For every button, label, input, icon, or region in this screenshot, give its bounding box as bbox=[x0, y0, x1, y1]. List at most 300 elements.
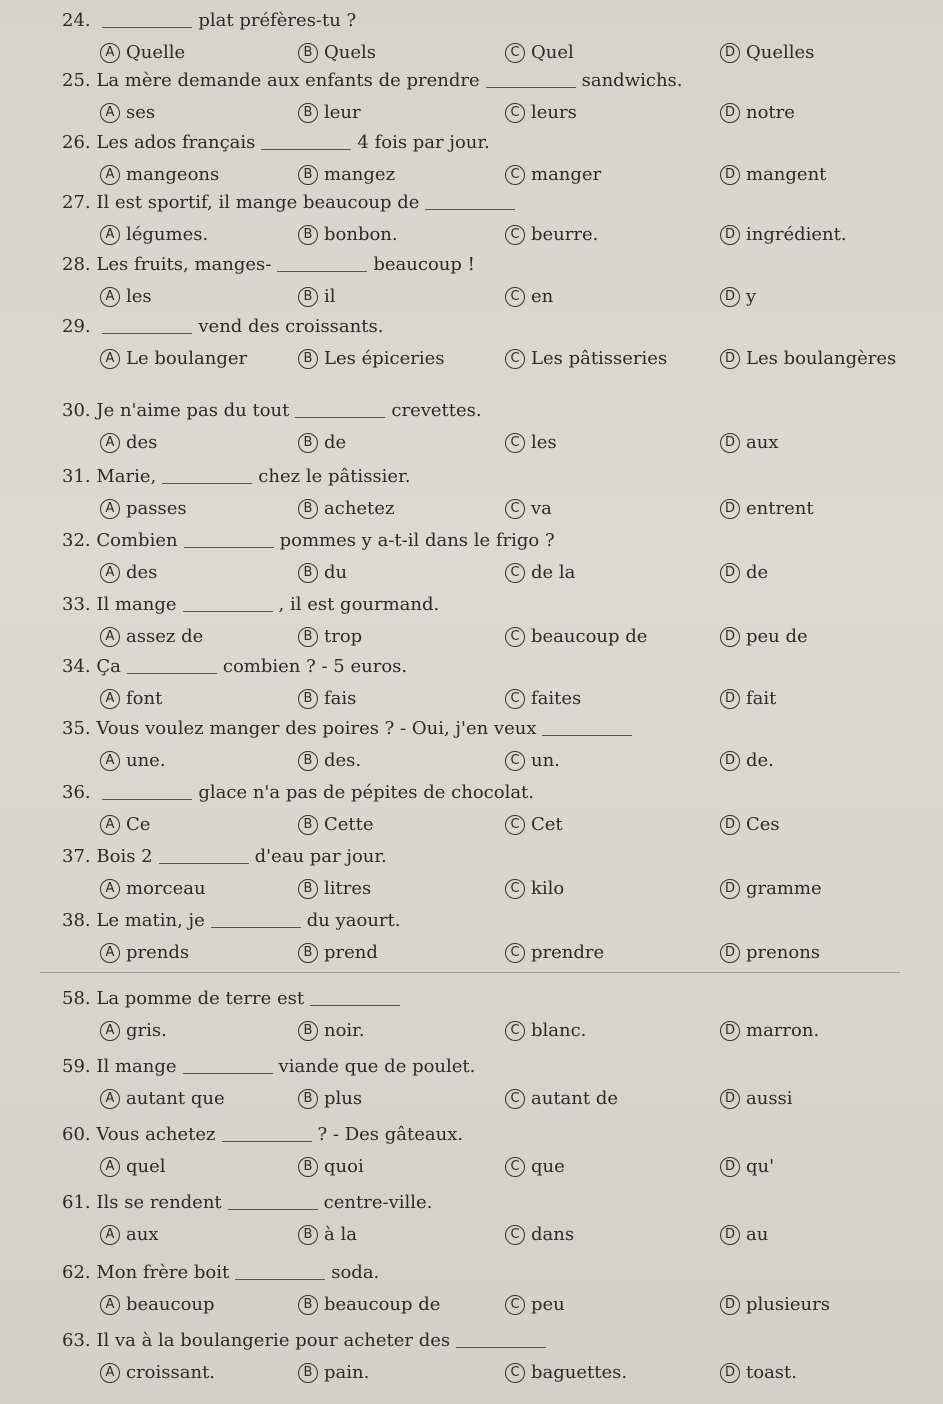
option-c[interactable] bbox=[505, 942, 604, 963]
option-b[interactable] bbox=[298, 688, 356, 709]
question-stem bbox=[62, 400, 482, 421]
option-c[interactable] bbox=[505, 348, 667, 369]
option-letter-circle: C bbox=[505, 1157, 525, 1177]
answer-blank[interactable] bbox=[102, 27, 192, 28]
option-letter-circle: A bbox=[100, 1089, 120, 1109]
option-letter-circle: B bbox=[298, 103, 318, 123]
option-c[interactable] bbox=[505, 498, 552, 519]
option-b[interactable] bbox=[298, 102, 361, 123]
answer-blank[interactable] bbox=[310, 1005, 400, 1006]
option-text: au bbox=[746, 1224, 769, 1245]
option-c[interactable] bbox=[505, 164, 601, 185]
option-letter-circle: D bbox=[720, 1295, 740, 1315]
option-letter-circle: A bbox=[100, 1363, 120, 1383]
answer-blank[interactable] bbox=[456, 1347, 546, 1348]
question-stem bbox=[62, 10, 356, 31]
option-text: quoi bbox=[324, 1156, 364, 1177]
option-a[interactable] bbox=[100, 562, 157, 583]
option-letter-circle: B bbox=[298, 287, 318, 307]
answer-blank[interactable] bbox=[542, 735, 632, 736]
option-text: achetez bbox=[324, 498, 395, 519]
option-letter-circle: B bbox=[298, 689, 318, 709]
option-letter-circle: C bbox=[505, 349, 525, 369]
option-b[interactable] bbox=[298, 164, 395, 185]
option-text: Cet bbox=[531, 814, 563, 835]
option-text: ses bbox=[126, 102, 156, 123]
option-letter-circle: A bbox=[100, 349, 120, 369]
option-a[interactable] bbox=[100, 688, 162, 709]
stem-text-before: La pomme de terre est bbox=[96, 988, 305, 1009]
answer-blank[interactable] bbox=[211, 927, 301, 928]
option-d[interactable] bbox=[720, 164, 826, 185]
option-c[interactable] bbox=[505, 878, 564, 899]
option-d[interactable] bbox=[720, 814, 780, 835]
question-stem bbox=[62, 530, 555, 551]
option-letter-circle: B bbox=[298, 1089, 318, 1109]
option-b[interactable] bbox=[298, 942, 378, 963]
option-c[interactable] bbox=[505, 1020, 586, 1041]
option-text: font bbox=[126, 688, 163, 709]
option-letter-circle: A bbox=[100, 563, 120, 583]
stem-text-after: soda. bbox=[331, 1262, 380, 1283]
option-d[interactable] bbox=[720, 498, 814, 519]
option-b[interactable] bbox=[298, 750, 361, 771]
option-text: dans bbox=[531, 1224, 575, 1245]
option-text: prend bbox=[324, 942, 378, 963]
stem-text-before: Je n'aime pas du tout bbox=[96, 400, 290, 421]
option-a[interactable] bbox=[100, 286, 152, 307]
option-letter-circle: D bbox=[720, 43, 740, 63]
option-letter-circle: B bbox=[298, 349, 318, 369]
option-letter-circle: C bbox=[505, 165, 525, 185]
stem-text-after: combien ? - 5 euros. bbox=[222, 656, 408, 677]
option-letter-circle: D bbox=[720, 751, 740, 771]
option-a[interactable] bbox=[100, 42, 185, 63]
option-text: mangent bbox=[746, 164, 827, 185]
question-stem bbox=[62, 594, 439, 615]
option-letter-circle: D bbox=[720, 103, 740, 123]
stem-text-after: glace n'a pas de pépites de chocolat. bbox=[198, 782, 535, 803]
option-letter-circle: D bbox=[720, 499, 740, 519]
question-58 bbox=[40, 988, 920, 1054]
option-letter-circle: D bbox=[720, 1157, 740, 1177]
option-text: beaucoup bbox=[126, 1294, 215, 1315]
answer-blank[interactable] bbox=[235, 1279, 325, 1280]
question-stem bbox=[62, 254, 475, 275]
option-b[interactable] bbox=[298, 626, 362, 647]
option-text: aux bbox=[746, 432, 779, 453]
option-letter-circle: A bbox=[100, 287, 120, 307]
question-63 bbox=[40, 1330, 920, 1396]
option-a[interactable] bbox=[100, 1294, 215, 1315]
stem-text-after: chez le pâtissier. bbox=[258, 466, 411, 487]
answer-blank[interactable] bbox=[102, 799, 192, 800]
stem-text-before: La mère demande aux enfants de prendre bbox=[96, 70, 480, 91]
question-stem bbox=[62, 192, 521, 213]
option-b[interactable] bbox=[298, 286, 336, 307]
option-text: faites bbox=[531, 688, 582, 709]
stem-text-before: Vous achetez bbox=[96, 1124, 216, 1145]
option-c[interactable] bbox=[505, 814, 563, 835]
question-34 bbox=[40, 656, 920, 722]
option-text: une. bbox=[126, 750, 166, 771]
question-number: 31. bbox=[62, 466, 91, 487]
option-letter-circle: B bbox=[298, 627, 318, 647]
option-text: autant que bbox=[126, 1088, 225, 1109]
option-text: assez de bbox=[126, 626, 204, 647]
option-letter-circle: C bbox=[505, 1021, 525, 1041]
option-a[interactable] bbox=[100, 348, 247, 369]
stem-text-before: Ils se rendent bbox=[96, 1192, 222, 1213]
option-letter-circle: D bbox=[720, 563, 740, 583]
answer-blank[interactable] bbox=[183, 1073, 273, 1074]
option-text: Quelles bbox=[746, 42, 815, 63]
option-b[interactable] bbox=[298, 878, 371, 899]
option-text: des bbox=[126, 432, 158, 453]
question-stem bbox=[62, 1124, 463, 1145]
option-text: trop bbox=[324, 626, 363, 647]
option-text: aussi bbox=[746, 1088, 793, 1109]
stem-text-before: Ça bbox=[96, 656, 121, 677]
option-letter-circle: A bbox=[100, 43, 120, 63]
option-text: Quelle bbox=[126, 42, 186, 63]
option-b[interactable] bbox=[298, 1020, 365, 1041]
option-letter-circle: D bbox=[720, 287, 740, 307]
option-text: gris. bbox=[126, 1020, 167, 1041]
option-text: autant de bbox=[531, 1088, 619, 1109]
option-a[interactable] bbox=[100, 878, 206, 899]
option-d[interactable] bbox=[720, 626, 808, 647]
option-letter-circle: C bbox=[505, 751, 525, 771]
option-d[interactable] bbox=[720, 348, 896, 369]
option-d[interactable] bbox=[720, 1362, 797, 1383]
option-c[interactable] bbox=[505, 688, 581, 709]
question-stem bbox=[62, 316, 383, 337]
question-62 bbox=[40, 1262, 920, 1328]
option-letter-circle: C bbox=[505, 563, 525, 583]
option-d[interactable] bbox=[720, 1156, 774, 1177]
option-d[interactable] bbox=[720, 878, 822, 899]
option-text: Ce bbox=[126, 814, 151, 835]
stem-text-before: Il est sportif, il mange beaucoup de bbox=[96, 192, 420, 213]
option-text: Cette bbox=[324, 814, 374, 835]
stem-text-before: Il mange bbox=[96, 1056, 177, 1077]
question-stem bbox=[62, 910, 401, 931]
answer-blank[interactable] bbox=[127, 673, 217, 674]
option-b[interactable] bbox=[298, 348, 444, 369]
option-a[interactable] bbox=[100, 942, 189, 963]
option-d[interactable] bbox=[720, 942, 820, 963]
question-number: 26. bbox=[62, 132, 91, 153]
option-letter-circle: C bbox=[505, 1089, 525, 1109]
answer-blank[interactable] bbox=[277, 271, 367, 272]
question-stem bbox=[62, 782, 534, 803]
option-text: mangez bbox=[324, 164, 396, 185]
stem-text-after: centre-ville. bbox=[323, 1192, 433, 1213]
question-26 bbox=[40, 132, 920, 198]
option-a[interactable] bbox=[100, 164, 219, 185]
option-c[interactable] bbox=[505, 1088, 618, 1109]
question-number: 25. bbox=[62, 70, 91, 91]
option-text: Quels bbox=[324, 42, 376, 63]
option-b[interactable] bbox=[298, 1156, 364, 1177]
answer-blank[interactable] bbox=[486, 87, 576, 88]
option-letter-circle: D bbox=[720, 1089, 740, 1109]
option-d[interactable] bbox=[720, 102, 795, 123]
option-text: va bbox=[531, 498, 552, 519]
question-number: 34. bbox=[62, 656, 91, 677]
option-text: fais bbox=[324, 688, 357, 709]
option-d[interactable] bbox=[720, 42, 814, 63]
option-letter-circle: A bbox=[100, 879, 120, 899]
stem-text-after: beaucoup ! bbox=[373, 254, 475, 275]
stem-text-after: 4 fois par jour. bbox=[357, 132, 490, 153]
question-stem bbox=[62, 1192, 432, 1213]
option-text: leurs bbox=[531, 102, 577, 123]
option-b[interactable] bbox=[298, 1088, 362, 1109]
answer-blank[interactable] bbox=[184, 547, 274, 548]
option-letter-circle: C bbox=[505, 225, 525, 245]
question-number: 62. bbox=[62, 1262, 91, 1283]
answer-blank[interactable] bbox=[222, 1141, 312, 1142]
stem-text-before: Il va à la boulangerie pour acheter des bbox=[96, 1330, 451, 1351]
option-text: pain. bbox=[324, 1362, 370, 1383]
option-text: gramme bbox=[746, 878, 822, 899]
option-text: baguettes. bbox=[531, 1362, 628, 1383]
option-a[interactable] bbox=[100, 814, 150, 835]
option-letter-circle: C bbox=[505, 1225, 525, 1245]
stem-text-after: , il est gourmand. bbox=[278, 594, 440, 615]
option-b[interactable] bbox=[298, 814, 374, 835]
option-c[interactable] bbox=[505, 224, 598, 245]
option-text: beaucoup de bbox=[324, 1294, 441, 1315]
option-letter-circle: D bbox=[720, 1225, 740, 1245]
option-text: de. bbox=[746, 750, 774, 771]
option-text: leur bbox=[324, 102, 361, 123]
option-text: les bbox=[126, 286, 152, 307]
answer-blank[interactable] bbox=[261, 149, 351, 150]
option-letter-circle: C bbox=[505, 499, 525, 519]
option-letter-circle: B bbox=[298, 563, 318, 583]
option-a[interactable] bbox=[100, 498, 187, 519]
option-text: plus bbox=[324, 1088, 363, 1109]
stem-text-before: Combien bbox=[96, 530, 178, 551]
option-letter-circle: D bbox=[720, 165, 740, 185]
option-d[interactable] bbox=[720, 562, 768, 583]
option-b[interactable] bbox=[298, 42, 376, 63]
option-a[interactable] bbox=[100, 1224, 158, 1245]
question-number: 58. bbox=[62, 988, 91, 1009]
question-number: 33. bbox=[62, 594, 91, 615]
option-b[interactable] bbox=[298, 224, 398, 245]
option-text: en bbox=[531, 286, 554, 307]
stem-text-after: plat préfères-tu ? bbox=[198, 10, 357, 31]
option-a[interactable] bbox=[100, 1088, 225, 1109]
option-c[interactable] bbox=[505, 1362, 627, 1383]
option-text: des. bbox=[324, 750, 362, 771]
option-letter-circle: A bbox=[100, 751, 120, 771]
question-number: 24. bbox=[62, 10, 91, 31]
option-text: y bbox=[746, 286, 757, 307]
option-b[interactable] bbox=[298, 1224, 357, 1245]
question-number: 60. bbox=[62, 1124, 91, 1145]
stem-text-after: pommes y a-t-il dans le frigo ? bbox=[279, 530, 555, 551]
option-letter-circle: A bbox=[100, 1295, 120, 1315]
option-a[interactable] bbox=[100, 750, 166, 771]
answer-blank[interactable] bbox=[295, 417, 385, 418]
option-a[interactable] bbox=[100, 102, 155, 123]
stem-text-after: du yaourt. bbox=[306, 910, 401, 931]
option-letter-circle: C bbox=[505, 103, 525, 123]
answer-blank[interactable] bbox=[162, 483, 252, 484]
option-c[interactable] bbox=[505, 286, 553, 307]
question-37 bbox=[40, 846, 920, 912]
stem-text-before: Marie, bbox=[96, 466, 157, 487]
option-d[interactable] bbox=[720, 224, 847, 245]
stem-text-after: vend des croissants. bbox=[198, 316, 384, 337]
option-letter-circle: D bbox=[720, 349, 740, 369]
option-d[interactable] bbox=[720, 688, 776, 709]
question-stem bbox=[62, 846, 387, 867]
option-letter-circle: A bbox=[100, 1225, 120, 1245]
option-letter-circle: A bbox=[100, 165, 120, 185]
answer-blank[interactable] bbox=[228, 1209, 318, 1210]
option-d[interactable] bbox=[720, 286, 756, 307]
stem-text-before: Les fruits, manges- bbox=[96, 254, 272, 275]
question-number: 28. bbox=[62, 254, 91, 275]
option-text: prendre bbox=[531, 942, 605, 963]
option-letter-circle: D bbox=[720, 1363, 740, 1383]
option-letter-circle: B bbox=[298, 225, 318, 245]
option-text: quel bbox=[126, 1156, 166, 1177]
option-letter-circle: D bbox=[720, 225, 740, 245]
option-text: kilo bbox=[531, 878, 565, 899]
option-c[interactable] bbox=[505, 432, 557, 453]
question-number: 27. bbox=[62, 192, 91, 213]
option-text: bonbon. bbox=[324, 224, 398, 245]
option-letter-circle: D bbox=[720, 433, 740, 453]
option-b[interactable] bbox=[298, 498, 394, 519]
question-28 bbox=[40, 254, 920, 320]
option-letter-circle: C bbox=[505, 689, 525, 709]
option-d[interactable] bbox=[720, 1020, 819, 1041]
option-text: marron. bbox=[746, 1020, 820, 1041]
option-letter-circle: B bbox=[298, 815, 318, 835]
option-a[interactable] bbox=[100, 224, 208, 245]
option-letter-circle: A bbox=[100, 943, 120, 963]
question-38 bbox=[40, 910, 920, 976]
option-letter-circle: B bbox=[298, 499, 318, 519]
option-text: noir. bbox=[324, 1020, 365, 1041]
option-d[interactable] bbox=[720, 750, 774, 771]
option-text: Quel bbox=[531, 42, 574, 63]
option-text: morceau bbox=[126, 878, 206, 899]
question-stem bbox=[62, 466, 410, 487]
option-text: entrent bbox=[746, 498, 814, 519]
option-b[interactable] bbox=[298, 1294, 440, 1315]
option-letter-circle: B bbox=[298, 1295, 318, 1315]
option-b[interactable] bbox=[298, 1362, 369, 1383]
option-b[interactable] bbox=[298, 562, 347, 583]
answer-blank[interactable] bbox=[183, 611, 273, 612]
option-text: du bbox=[324, 562, 348, 583]
option-letter-circle: B bbox=[298, 1225, 318, 1245]
option-letter-circle: B bbox=[298, 1157, 318, 1177]
option-letter-circle: A bbox=[100, 627, 120, 647]
option-text: notre bbox=[746, 102, 795, 123]
option-letter-circle: D bbox=[720, 815, 740, 835]
question-number: 63. bbox=[62, 1330, 91, 1351]
option-c[interactable] bbox=[505, 102, 577, 123]
option-a[interactable] bbox=[100, 1020, 167, 1041]
option-b[interactable] bbox=[298, 432, 346, 453]
option-text: qu' bbox=[746, 1156, 775, 1177]
answer-blank[interactable] bbox=[159, 863, 249, 864]
question-59 bbox=[40, 1056, 920, 1122]
option-letter-circle: C bbox=[505, 1295, 525, 1315]
option-c[interactable] bbox=[505, 562, 575, 583]
question-stem bbox=[62, 132, 490, 153]
stem-text-before: Bois 2 bbox=[96, 846, 153, 867]
question-24 bbox=[40, 10, 920, 76]
option-d[interactable] bbox=[720, 432, 778, 453]
answer-blank[interactable] bbox=[102, 333, 192, 334]
option-c[interactable] bbox=[505, 1224, 574, 1245]
option-d[interactable] bbox=[720, 1224, 768, 1245]
question-number: 61. bbox=[62, 1192, 91, 1213]
question-stem bbox=[62, 1262, 379, 1283]
option-letter-circle: A bbox=[100, 433, 120, 453]
option-c[interactable] bbox=[505, 1156, 565, 1177]
stem-text-after: d'eau par jour. bbox=[254, 846, 387, 867]
option-a[interactable] bbox=[100, 1156, 166, 1177]
question-35 bbox=[40, 718, 920, 784]
question-30 bbox=[40, 400, 920, 466]
option-text: les bbox=[531, 432, 557, 453]
option-text: Ces bbox=[746, 814, 780, 835]
option-a[interactable] bbox=[100, 1362, 215, 1383]
option-text: des bbox=[126, 562, 158, 583]
option-letter-circle: B bbox=[298, 165, 318, 185]
option-c[interactable] bbox=[505, 750, 560, 771]
question-number: 32. bbox=[62, 530, 91, 551]
option-letter-circle: A bbox=[100, 499, 120, 519]
option-d[interactable] bbox=[720, 1294, 830, 1315]
option-c[interactable] bbox=[505, 626, 647, 647]
option-letter-circle: A bbox=[100, 225, 120, 245]
answer-blank[interactable] bbox=[425, 209, 515, 210]
option-a[interactable] bbox=[100, 626, 203, 647]
option-text: passes bbox=[126, 498, 187, 519]
option-d[interactable] bbox=[720, 1088, 793, 1109]
stem-text-after: ? - Des gâteaux. bbox=[317, 1124, 464, 1145]
option-c[interactable] bbox=[505, 1294, 565, 1315]
question-stem bbox=[62, 1056, 475, 1077]
question-number: 29. bbox=[62, 316, 91, 337]
option-text: de bbox=[746, 562, 769, 583]
option-letter-circle: B bbox=[298, 943, 318, 963]
option-text: légumes. bbox=[126, 224, 209, 245]
stem-text-after: viande que de poulet. bbox=[278, 1056, 476, 1077]
option-letter-circle: C bbox=[505, 1363, 525, 1383]
option-a[interactable] bbox=[100, 432, 157, 453]
option-letter-circle: C bbox=[505, 879, 525, 899]
option-c[interactable] bbox=[505, 42, 574, 63]
option-letter-circle: C bbox=[505, 815, 525, 835]
question-number: 35. bbox=[62, 718, 91, 739]
option-text: beurre. bbox=[531, 224, 599, 245]
option-text: litres bbox=[324, 878, 372, 899]
